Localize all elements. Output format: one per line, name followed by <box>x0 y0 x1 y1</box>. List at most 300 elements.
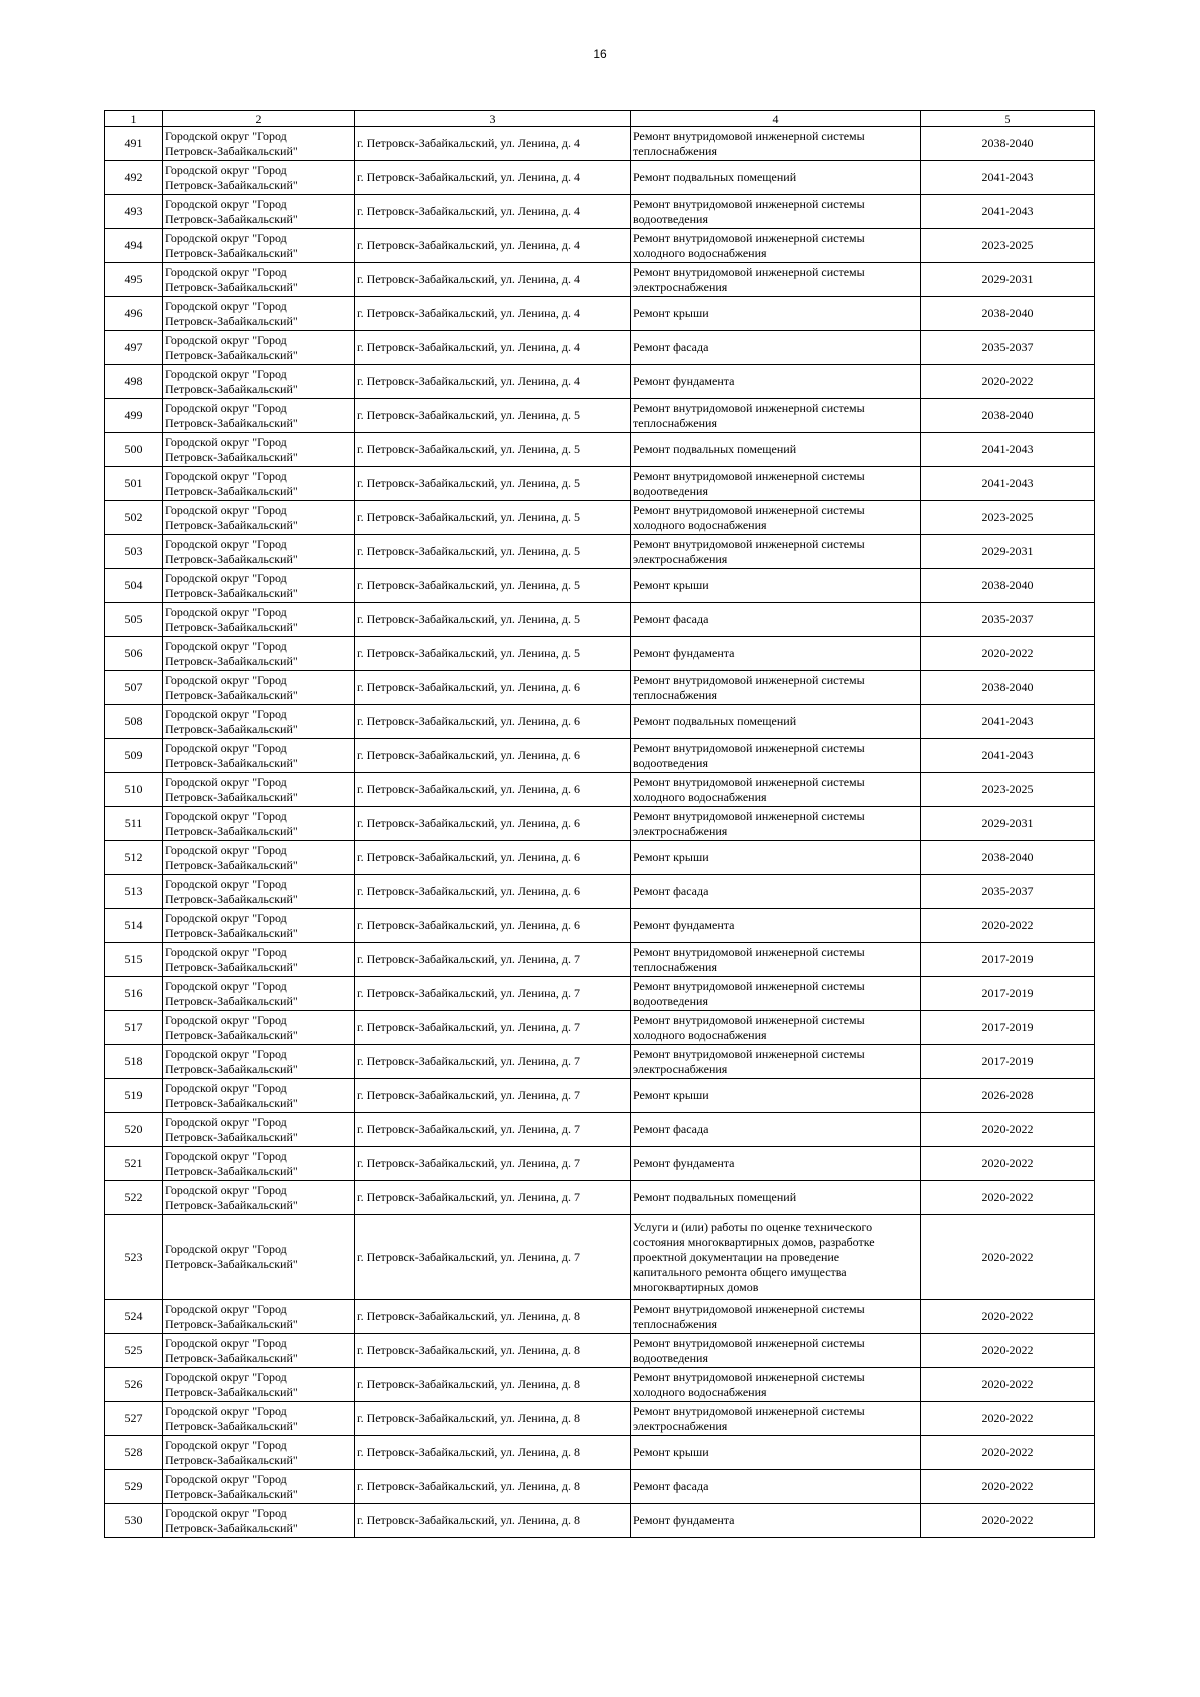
municipality-line: Петровск-Забайкальский" <box>165 653 298 668</box>
municipality-line: Городской округ "Город <box>165 468 287 483</box>
work-type-line: холодного водоснабжения <box>633 1384 767 1399</box>
row-number-cell: 505 <box>105 603 163 637</box>
municipality-cell <box>163 943 355 977</box>
address-cell: г. Петровск-Забайкальский, ул. Ленина, д. 6 <box>355 773 631 807</box>
municipality-line: Городской округ "Город <box>165 604 287 619</box>
row-number-cell: 510 <box>105 773 163 807</box>
address-cell: г. Петровск-Забайкальский, ул. Ленина, д. 6 <box>355 841 631 875</box>
municipality-cell <box>163 773 355 807</box>
address-cell: г. Петровск-Забайкальский, ул. Ленина, д. 4 <box>355 263 631 297</box>
work-type-line: Ремонт фасада <box>633 884 709 898</box>
municipality-line: Петровск-Забайкальский" <box>165 1520 298 1535</box>
municipality-cell <box>163 841 355 875</box>
municipality-line: Городской округ "Город <box>165 1046 287 1061</box>
municipality-line: Городской округ "Город <box>165 774 287 789</box>
address-cell: г. Петровск-Забайкальский, ул. Ленина, д. 8 <box>355 1436 631 1470</box>
work-type-cell <box>631 161 921 195</box>
work-type-line: электроснабжения <box>633 1418 728 1433</box>
municipality-line: Петровск-Забайкальский" <box>165 891 298 906</box>
municipality-line: Городской округ "Город <box>165 1080 287 1095</box>
column-header-3: 3 <box>355 111 631 127</box>
work-type-line: Ремонт внутридомовой инженерной системы <box>633 196 865 211</box>
municipality-line: Петровск-Забайкальский" <box>165 1418 298 1433</box>
row-number-cell: 512 <box>105 841 163 875</box>
municipality-cell <box>163 365 355 399</box>
municipality-line: Городской округ "Город <box>165 672 287 687</box>
row-number-cell: 526 <box>105 1368 163 1402</box>
work-type-cell <box>631 297 921 331</box>
work-type-line: Ремонт внутридомовой инженерной системы <box>633 1403 865 1418</box>
municipality-cell <box>163 977 355 1011</box>
work-type-line: Ремонт внутридомовой инженерной системы <box>633 774 865 789</box>
work-type-cell <box>631 1215 921 1300</box>
municipality-line: Петровск-Забайкальский" <box>165 925 298 940</box>
work-type-line: Ремонт подвальных помещений <box>633 170 797 184</box>
address-cell: г. Петровск-Забайкальский, ул. Ленина, д. 7 <box>355 977 631 1011</box>
address-cell: г. Петровск-Забайкальский, ул. Ленина, д. 8 <box>355 1504 631 1538</box>
work-type-line: капитального ремонта общего имущества <box>633 1264 847 1279</box>
work-type-cell <box>631 1079 921 1113</box>
work-type-cell <box>631 909 921 943</box>
work-type-line: Ремонт внутридомовой инженерной системы <box>633 808 865 823</box>
work-type-line: Ремонт внутридомовой инженерной системы <box>633 944 865 959</box>
address-cell: г. Петровск-Забайкальский, ул. Ленина, д. 7 <box>355 1147 631 1181</box>
work-type-line: Ремонт фасада <box>633 340 709 354</box>
municipality-line: Городской округ "Город <box>165 910 287 925</box>
address-cell: г. Петровск-Забайкальский, ул. Ленина, д. 7 <box>355 1045 631 1079</box>
table-row <box>105 569 1095 603</box>
work-type-cell <box>631 603 921 637</box>
address-cell: г. Петровск-Забайкальский, ул. Ленина, д. 4 <box>355 365 631 399</box>
row-number-cell: 508 <box>105 705 163 739</box>
work-type-cell <box>631 1470 921 1504</box>
work-type-line: Ремонт внутридомовой инженерной системы <box>633 502 865 517</box>
work-type-cell <box>631 875 921 909</box>
municipality-line: Городской округ "Город <box>165 1012 287 1027</box>
municipality-cell <box>163 1436 355 1470</box>
work-type-cell <box>631 705 921 739</box>
work-type-line: холодного водоснабжения <box>633 517 767 532</box>
period-cell: 2041-2043 <box>921 705 1095 739</box>
period-cell: 2020-2022 <box>921 1215 1095 1300</box>
municipality-cell <box>163 331 355 365</box>
municipality-line: Петровск-Забайкальский" <box>165 1452 298 1467</box>
municipality-line: Городской округ "Город <box>165 366 287 381</box>
row-number-cell: 525 <box>105 1334 163 1368</box>
table-row <box>105 841 1095 875</box>
table-row <box>105 1113 1095 1147</box>
work-type-cell <box>631 1011 921 1045</box>
period-cell: 2023-2025 <box>921 773 1095 807</box>
address-cell: г. Петровск-Забайкальский, ул. Ленина, д. 5 <box>355 399 631 433</box>
address-cell: г. Петровск-Забайкальский, ул. Ленина, д. 5 <box>355 433 631 467</box>
municipality-line: Петровск-Забайкальский" <box>165 1129 298 1144</box>
municipality-line: Петровск-Забайкальский" <box>165 1095 298 1110</box>
address-cell: г. Петровск-Забайкальский, ул. Ленина, д. 6 <box>355 875 631 909</box>
municipality-cell <box>163 399 355 433</box>
column-header-4: 4 <box>631 111 921 127</box>
table-row <box>105 1436 1095 1470</box>
work-type-line: Ремонт внутридомовой инженерной системы <box>633 1301 865 1316</box>
row-number-cell: 509 <box>105 739 163 773</box>
address-cell: г. Петровск-Забайкальский, ул. Ленина, д. 6 <box>355 909 631 943</box>
period-cell: 2029-2031 <box>921 807 1095 841</box>
row-number-cell: 511 <box>105 807 163 841</box>
work-type-line: холодного водоснабжения <box>633 1027 767 1042</box>
work-type-line: Ремонт подвальных помещений <box>633 442 797 456</box>
period-cell: 2038-2040 <box>921 297 1095 331</box>
municipality-line: Городской округ "Город <box>165 944 287 959</box>
municipality-line: Городской округ "Город <box>165 400 287 415</box>
header-row <box>105 111 1095 127</box>
municipality-cell <box>163 535 355 569</box>
period-cell: 2035-2037 <box>921 875 1095 909</box>
row-number-cell: 527 <box>105 1402 163 1436</box>
row-number-cell: 494 <box>105 229 163 263</box>
work-type-line: Ремонт крыши <box>633 1445 709 1459</box>
address-cell: г. Петровск-Забайкальский, ул. Ленина, д. 8 <box>355 1368 631 1402</box>
municipality-line: Городской округ "Город <box>165 1369 287 1384</box>
column-header-5: 5 <box>921 111 1095 127</box>
work-type-line: Ремонт внутридомовой инженерной системы <box>633 978 865 993</box>
table-row <box>105 977 1095 1011</box>
municipality-cell <box>163 1079 355 1113</box>
municipality-line: Городской округ "Город <box>165 1242 287 1256</box>
work-type-line: Ремонт фасада <box>633 1479 709 1493</box>
work-type-line: проектной документации на проведение <box>633 1249 840 1264</box>
table-row <box>105 603 1095 637</box>
work-type-cell <box>631 535 921 569</box>
period-cell: 2041-2043 <box>921 739 1095 773</box>
row-number-cell: 504 <box>105 569 163 603</box>
municipality-line: Городской округ "Город <box>165 1114 287 1129</box>
work-type-line: Ремонт крыши <box>633 578 709 592</box>
work-type-line: Ремонт внутридомовой инженерной системы <box>633 1046 865 1061</box>
work-type-cell <box>631 1402 921 1436</box>
municipality-cell <box>163 603 355 637</box>
table-row <box>105 535 1095 569</box>
row-number-cell: 496 <box>105 297 163 331</box>
period-cell: 2020-2022 <box>921 365 1095 399</box>
work-type-cell <box>631 1045 921 1079</box>
work-type-cell <box>631 501 921 535</box>
period-cell: 2017-2019 <box>921 943 1095 977</box>
work-type-line: Ремонт крыши <box>633 1088 709 1102</box>
work-type-line: водоотведения <box>633 755 708 770</box>
municipality-cell <box>163 739 355 773</box>
municipality-line: Петровск-Забайкальский" <box>165 1257 298 1271</box>
municipality-line: Петровск-Забайкальский" <box>165 857 298 872</box>
municipality-line: Петровск-Забайкальский" <box>165 211 298 226</box>
municipality-cell <box>163 1147 355 1181</box>
period-cell: 2017-2019 <box>921 977 1095 1011</box>
address-cell: г. Петровск-Забайкальский, ул. Ленина, д. 7 <box>355 1011 631 1045</box>
row-number-cell: 503 <box>105 535 163 569</box>
period-cell: 2041-2043 <box>921 195 1095 229</box>
row-number-cell: 500 <box>105 433 163 467</box>
address-cell: г. Петровск-Забайкальский, ул. Ленина, д. 7 <box>355 1215 631 1300</box>
municipality-cell <box>163 1181 355 1215</box>
row-number-cell: 519 <box>105 1079 163 1113</box>
municipality-line: Городской округ "Город <box>165 230 287 245</box>
municipality-line: Петровск-Забайкальский" <box>165 1350 298 1365</box>
table-row <box>105 739 1095 773</box>
work-type-line: Ремонт внутридомовой инженерной системы <box>633 536 865 551</box>
municipality-line: Городской округ "Город <box>165 1403 287 1418</box>
table-row <box>105 1215 1095 1300</box>
work-type-cell <box>631 263 921 297</box>
period-cell: 2020-2022 <box>921 637 1095 671</box>
work-type-cell <box>631 943 921 977</box>
address-cell: г. Петровск-Забайкальский, ул. Ленина, д. 4 <box>355 331 631 365</box>
work-type-line: Ремонт подвальных помещений <box>633 1190 797 1204</box>
address-cell: г. Петровск-Забайкальский, ул. Ленина, д. 6 <box>355 739 631 773</box>
municipality-line: Городской округ "Город <box>165 536 287 551</box>
period-cell: 2038-2040 <box>921 399 1095 433</box>
municipality-line: Городской округ "Город <box>165 1148 287 1163</box>
municipality-line: Петровск-Забайкальский" <box>165 313 298 328</box>
work-type-cell <box>631 229 921 263</box>
address-cell: г. Петровск-Забайкальский, ул. Ленина, д. 4 <box>355 195 631 229</box>
work-type-line: холодного водоснабжения <box>633 245 767 260</box>
municipality-cell <box>163 1334 355 1368</box>
municipality-cell <box>163 195 355 229</box>
work-type-cell <box>631 1504 921 1538</box>
municipality-line: Петровск-Забайкальский" <box>165 789 298 804</box>
address-cell: г. Петровск-Забайкальский, ул. Ленина, д. 6 <box>355 671 631 705</box>
work-type-line: водоотведения <box>633 211 708 226</box>
period-cell: 2020-2022 <box>921 1181 1095 1215</box>
work-type-line: состояния многоквартирных домов, разработке <box>633 1234 875 1249</box>
row-number-cell: 521 <box>105 1147 163 1181</box>
work-type-cell <box>631 807 921 841</box>
municipality-line: Петровск-Забайкальский" <box>165 1027 298 1042</box>
address-cell: г. Петровск-Забайкальский, ул. Ленина, д. 5 <box>355 501 631 535</box>
address-cell: г. Петровск-Забайкальский, ул. Ленина, д. 5 <box>355 467 631 501</box>
work-type-line: Ремонт фасада <box>633 612 709 626</box>
municipality-cell <box>163 1113 355 1147</box>
work-type-cell <box>631 977 921 1011</box>
municipality-cell <box>163 467 355 501</box>
municipality-line: Петровск-Забайкальский" <box>165 721 298 736</box>
work-type-cell <box>631 127 921 161</box>
municipality-cell <box>163 263 355 297</box>
municipality-cell <box>163 1011 355 1045</box>
work-type-line: Ремонт крыши <box>633 850 709 864</box>
municipality-line: Городской округ "Город <box>165 1471 287 1486</box>
municipality-cell <box>163 807 355 841</box>
row-number-cell: 524 <box>105 1300 163 1334</box>
work-type-line: Ремонт фундамента <box>633 374 735 388</box>
table-row <box>105 1402 1095 1436</box>
municipality-line: Петровск-Забайкальский" <box>165 687 298 702</box>
work-type-cell <box>631 739 921 773</box>
municipality-cell <box>163 705 355 739</box>
period-cell: 2041-2043 <box>921 467 1095 501</box>
capital-repair-table <box>104 110 1095 1538</box>
period-cell: 2020-2022 <box>921 1470 1095 1504</box>
period-cell: 2035-2037 <box>921 331 1095 365</box>
municipality-line: Петровск-Забайкальский" <box>165 415 298 430</box>
municipality-line: Петровск-Забайкальский" <box>165 1061 298 1076</box>
municipality-line: Городской округ "Город <box>165 808 287 823</box>
table-row <box>105 1147 1095 1181</box>
table-row <box>105 263 1095 297</box>
row-number-cell: 499 <box>105 399 163 433</box>
work-type-line: Ремонт внутридомовой инженерной системы <box>633 1369 865 1384</box>
municipality-cell <box>163 1300 355 1334</box>
municipality-line: Городской округ "Город <box>165 196 287 211</box>
period-cell: 2020-2022 <box>921 1334 1095 1368</box>
work-type-line: Ремонт внутридомовой инженерной системы <box>633 128 865 143</box>
address-cell: г. Петровск-Забайкальский, ул. Ленина, д. 8 <box>355 1334 631 1368</box>
municipality-line: Петровск-Забайкальский" <box>165 959 298 974</box>
table-row <box>105 229 1095 263</box>
municipality-line: Городской округ "Город <box>165 1301 287 1316</box>
municipality-cell <box>163 909 355 943</box>
row-number-cell: 518 <box>105 1045 163 1079</box>
table-row <box>105 161 1095 195</box>
table-row <box>105 331 1095 365</box>
table-row <box>105 705 1095 739</box>
address-cell: г. Петровск-Забайкальский, ул. Ленина, д. 5 <box>355 569 631 603</box>
municipality-line: Петровск-Забайкальский" <box>165 517 298 532</box>
table-row <box>105 1045 1095 1079</box>
work-type-line: теплоснабжения <box>633 143 717 158</box>
work-type-line: Ремонт внутридомовой инженерной системы <box>633 264 865 279</box>
work-type-cell <box>631 841 921 875</box>
address-cell: г. Петровск-Забайкальский, ул. Ленина, д. 6 <box>355 705 631 739</box>
work-type-cell <box>631 1300 921 1334</box>
municipality-line: Петровск-Забайкальский" <box>165 143 298 158</box>
address-cell: г. Петровск-Забайкальский, ул. Ленина, д. 8 <box>355 1470 631 1504</box>
work-type-cell <box>631 773 921 807</box>
table-row <box>105 807 1095 841</box>
row-number-cell: 507 <box>105 671 163 705</box>
municipality-line: Петровск-Забайкальский" <box>165 177 298 192</box>
table-row <box>105 1504 1095 1538</box>
row-number-cell: 522 <box>105 1181 163 1215</box>
municipality-cell <box>163 161 355 195</box>
address-cell: г. Петровск-Забайкальский, ул. Ленина, д. 4 <box>355 229 631 263</box>
municipality-cell <box>163 1045 355 1079</box>
table-row <box>105 1011 1095 1045</box>
work-type-line: теплоснабжения <box>633 687 717 702</box>
municipality-line: Петровск-Забайкальский" <box>165 449 298 464</box>
municipality-line: Городской округ "Город <box>165 638 287 653</box>
work-type-cell <box>631 1181 921 1215</box>
work-type-line: водоотведения <box>633 993 708 1008</box>
row-number-cell: 517 <box>105 1011 163 1045</box>
row-number-cell: 514 <box>105 909 163 943</box>
period-cell: 2020-2022 <box>921 1368 1095 1402</box>
address-cell: г. Петровск-Забайкальский, ул. Ленина, д. 4 <box>355 297 631 331</box>
work-type-cell <box>631 569 921 603</box>
municipality-line: Городской округ "Город <box>165 264 287 279</box>
period-cell: 2041-2043 <box>921 161 1095 195</box>
table-row <box>105 1334 1095 1368</box>
period-cell: 2038-2040 <box>921 569 1095 603</box>
municipality-line: Петровск-Забайкальский" <box>165 1197 298 1212</box>
municipality-cell <box>163 433 355 467</box>
municipality-line: Петровск-Забайкальский" <box>165 551 298 566</box>
municipality-line: Петровск-Забайкальский" <box>165 1486 298 1501</box>
table-row <box>105 943 1095 977</box>
table-row <box>105 433 1095 467</box>
address-cell: г. Петровск-Забайкальский, ул. Ленина, д. 8 <box>355 1300 631 1334</box>
address-cell: г. Петровск-Забайкальский, ул. Ленина, д. 7 <box>355 1079 631 1113</box>
table-row <box>105 195 1095 229</box>
work-type-line: Ремонт внутридомовой инженерной системы <box>633 740 865 755</box>
row-number-cell: 529 <box>105 1470 163 1504</box>
work-type-cell <box>631 1436 921 1470</box>
work-type-cell <box>631 399 921 433</box>
row-number-cell: 516 <box>105 977 163 1011</box>
municipality-line: Городской округ "Город <box>165 1182 287 1197</box>
municipality-line: Городской округ "Город <box>165 978 287 993</box>
period-cell: 2023-2025 <box>921 501 1095 535</box>
municipality-line: Петровск-Забайкальский" <box>165 619 298 634</box>
address-cell: г. Петровск-Забайкальский, ул. Ленина, д. 7 <box>355 943 631 977</box>
work-type-line: Ремонт фундамента <box>633 918 735 932</box>
municipality-cell <box>163 229 355 263</box>
work-type-line: электроснабжения <box>633 1061 728 1076</box>
table-row <box>105 773 1095 807</box>
address-cell: г. Петровск-Забайкальский, ул. Ленина, д. 4 <box>355 161 631 195</box>
municipality-line: Городской округ "Город <box>165 876 287 891</box>
work-type-cell <box>631 1147 921 1181</box>
table-row <box>105 1079 1095 1113</box>
page-number: 16 <box>593 47 607 61</box>
municipality-line: Городской округ "Город <box>165 434 287 449</box>
row-number-cell: 491 <box>105 127 163 161</box>
work-type-line: Ремонт крыши <box>633 306 709 320</box>
row-number-cell: 495 <box>105 263 163 297</box>
municipality-line: Городской округ "Город <box>165 162 287 177</box>
work-type-line: холодного водоснабжения <box>633 789 767 804</box>
municipality-cell <box>163 1368 355 1402</box>
row-number-cell: 520 <box>105 1113 163 1147</box>
municipality-cell <box>163 501 355 535</box>
work-type-cell <box>631 637 921 671</box>
work-type-cell <box>631 1113 921 1147</box>
municipality-line: Городской округ "Город <box>165 128 287 143</box>
address-cell: г. Петровск-Забайкальский, ул. Ленина, д. 5 <box>355 637 631 671</box>
period-cell: 2029-2031 <box>921 263 1095 297</box>
period-cell: 2020-2022 <box>921 1300 1095 1334</box>
table-row <box>105 127 1095 161</box>
address-cell: г. Петровск-Забайкальский, ул. Ленина, д. 7 <box>355 1181 631 1215</box>
municipality-line: Городской округ "Город <box>165 570 287 585</box>
work-type-line: теплоснабжения <box>633 959 717 974</box>
table-row <box>105 909 1095 943</box>
work-type-line: теплоснабжения <box>633 1316 717 1331</box>
municipality-cell <box>163 569 355 603</box>
address-cell: г. Петровск-Забайкальский, ул. Ленина, д. 7 <box>355 1113 631 1147</box>
work-type-line: Ремонт внутридомовой инженерной системы <box>633 400 865 415</box>
table-row <box>105 1181 1095 1215</box>
municipality-line: Городской округ "Город <box>165 1437 287 1452</box>
row-number-cell: 528 <box>105 1436 163 1470</box>
column-header-1: 1 <box>105 111 163 127</box>
table-row <box>105 1300 1095 1334</box>
municipality-line: Городской округ "Город <box>165 332 287 347</box>
row-number-cell: 506 <box>105 637 163 671</box>
municipality-line: Городской округ "Город <box>165 1505 287 1520</box>
work-type-line: многоквартирных домов <box>633 1279 759 1294</box>
period-cell: 2020-2022 <box>921 1113 1095 1147</box>
period-cell: 2035-2037 <box>921 603 1095 637</box>
